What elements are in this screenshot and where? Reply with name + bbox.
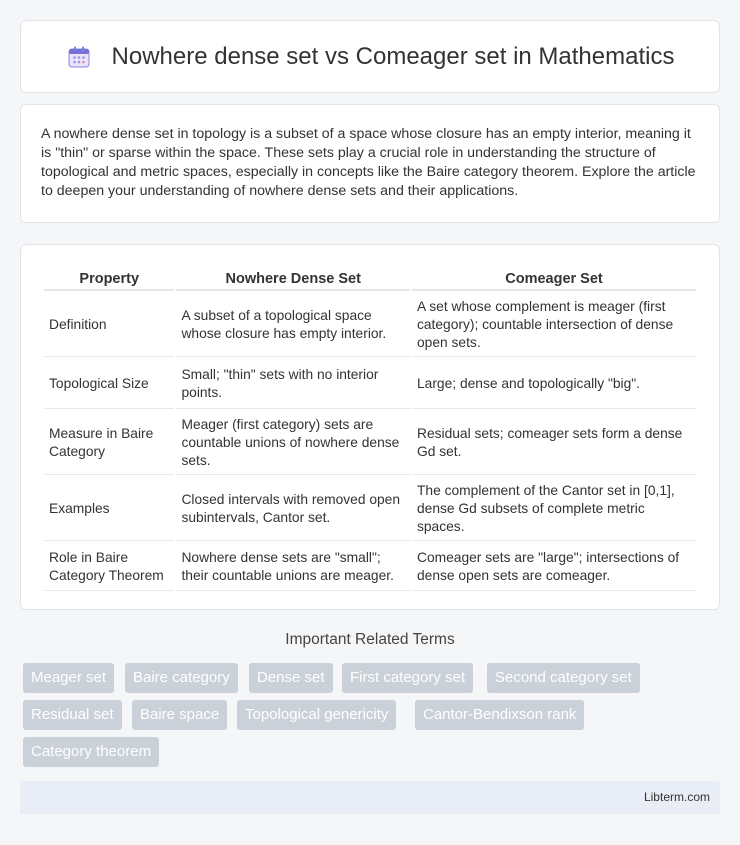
intro-text: A nowhere dense set in topology is a subset of a space whose closure has an empty interior, meaning it is "thin" or sparse within the space. These sets play a crucial role in understanding the structure of topological and metric spaces, especially in concepts like the Baire category theorem. Explore the article to deepen your understanding of nowhere dense sets and their applications. <box>41 126 696 199</box>
column-header-property: Property <box>44 267 174 291</box>
table-cell: Topological Size <box>44 359 174 409</box>
comparison-table <box>42 265 698 593</box>
tag-first-category-set[interactable]: First category set <box>342 663 473 693</box>
tag-category-theorem[interactable]: Category theorem <box>23 737 159 767</box>
table-cell: Comeager sets are "large"; intersections of dense open sets are comeager. <box>412 543 696 591</box>
tag-baire-category[interactable]: Baire category <box>125 663 238 693</box>
tag-topological-genericity[interactable]: Topological genericity <box>237 700 396 730</box>
related-terms-title: Important Related Terms <box>285 631 455 648</box>
column-header-comeager: Comeager Set <box>412 267 696 291</box>
tag-second-category-set[interactable]: Second category set <box>487 663 640 693</box>
table-cell: Small; "thin" sets with no interior points. <box>176 359 410 409</box>
table-row <box>44 477 696 541</box>
footer <box>20 781 720 814</box>
table-cell: Nowhere dense sets are "small"; their countable unions are meager. <box>176 543 410 591</box>
header-card <box>20 20 720 93</box>
table-row <box>44 543 696 591</box>
tag-dense-set[interactable]: Dense set <box>249 663 333 693</box>
column-header-nowhere-dense: Nowhere Dense Set <box>176 267 410 291</box>
table-cell: Large; dense and topologically "big". <box>412 359 696 409</box>
table-cell: Residual sets; comeager sets form a dense Gd set. <box>412 411 696 475</box>
page-title: Nowhere dense set vs Comeager set in Mathematics <box>111 42 675 70</box>
tag-cantor-bendixson-rank[interactable]: Cantor-Bendixson rank <box>415 700 584 730</box>
table-cell: Meager (first category) sets are countable unions of nowhere dense sets. <box>176 411 410 475</box>
tag-baire-space[interactable]: Baire space <box>132 700 227 730</box>
table-cell: Measure in Baire Category <box>44 411 174 475</box>
table-cell: A subset of a topological space whose closure has empty interior. <box>176 293 410 357</box>
table-row <box>44 411 696 475</box>
footer-site-link[interactable]: Libterm.com <box>643 790 710 804</box>
table-row <box>44 293 696 357</box>
tag-residual-set[interactable]: Residual set <box>23 700 122 730</box>
table-cell: Definition <box>44 293 174 357</box>
comparison-table-card <box>20 244 720 610</box>
table-row <box>44 359 696 409</box>
calendar-icon <box>66 44 92 70</box>
table-cell: The complement of the Cantor set in [0,1], dense Gd subsets of complete metric spaces. <box>412 477 696 541</box>
table-cell: Examples <box>44 477 174 541</box>
intro-card <box>20 104 720 223</box>
tag-meager-set[interactable]: Meager set <box>23 663 114 693</box>
table-cell: Closed intervals with removed open subintervals, Cantor set. <box>176 477 410 541</box>
table-cell: A set whose complement is meager (first category); countable intersection of dense open sets. <box>412 293 696 357</box>
table-cell: Role in Baire Category Theorem <box>44 543 174 591</box>
table-header-row <box>44 267 696 291</box>
